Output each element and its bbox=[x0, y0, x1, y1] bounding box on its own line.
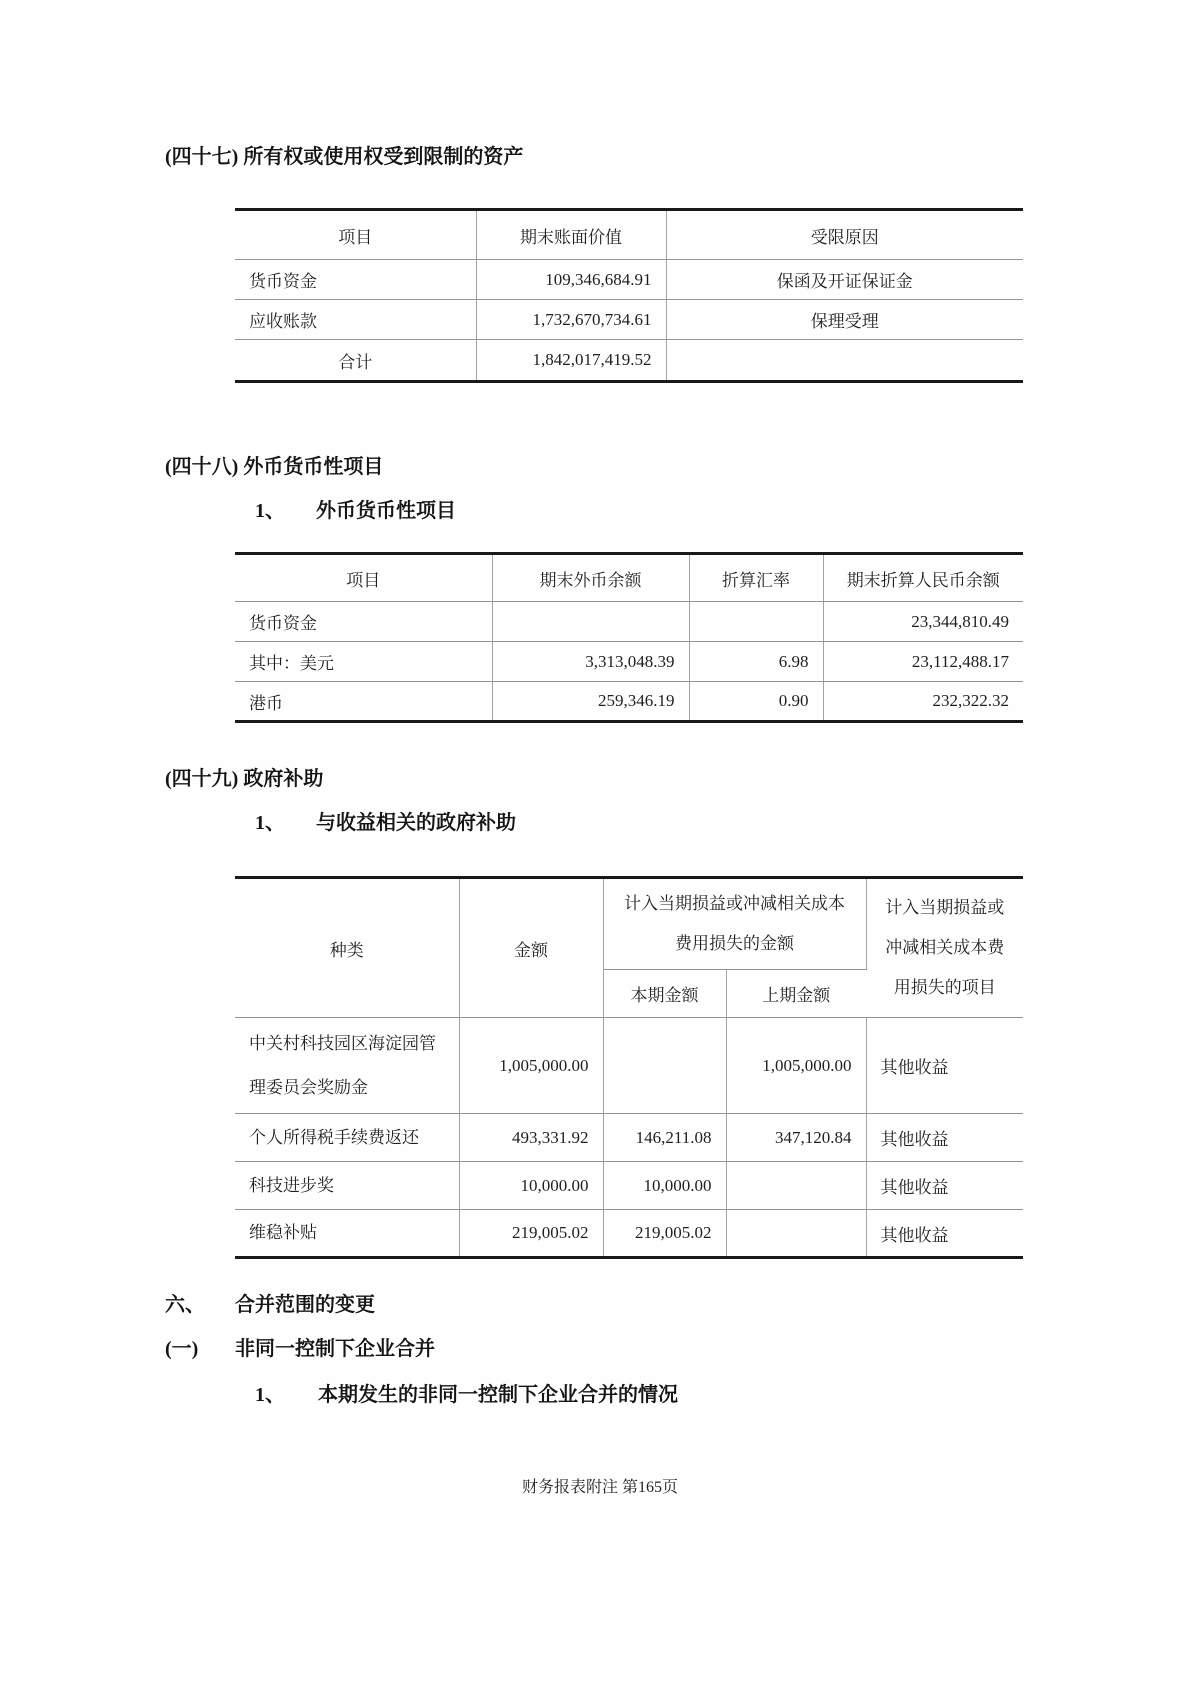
item-cell: 其他收益 bbox=[866, 1162, 1023, 1210]
section-title: 合并范围的变更 bbox=[235, 1294, 375, 1316]
item-cell: 其他收益 bbox=[866, 1210, 1023, 1258]
kind-cell: 维稳补贴 bbox=[235, 1210, 459, 1258]
prior-amount-cell bbox=[726, 1210, 866, 1258]
table-row bbox=[235, 1018, 1023, 1114]
restricted-assets-table bbox=[235, 208, 1023, 383]
column-header-prior: 上期金额 bbox=[726, 970, 866, 1018]
subsection-title: 本期发生的非同一控制下企业合并的情况 bbox=[318, 1384, 678, 1406]
section-6-heading bbox=[165, 1288, 375, 1317]
subsection-title: 非同一控制下企业合并 bbox=[235, 1338, 435, 1360]
reason-cell bbox=[666, 340, 1023, 382]
reason-cell: 保理受理 bbox=[666, 300, 1023, 340]
section-6-sub1-heading bbox=[165, 1332, 435, 1361]
table-row bbox=[235, 1162, 1023, 1210]
column-header: 项目 bbox=[235, 554, 492, 602]
table-row bbox=[235, 1114, 1023, 1162]
item-cell: 其他收益 bbox=[866, 1114, 1023, 1162]
column-header-kind: 种类 bbox=[235, 878, 459, 1018]
total-value-cell: 1,842,017,419.52 bbox=[476, 340, 666, 382]
table-header-row bbox=[235, 210, 1023, 260]
subheading-title: 与收益相关的政府补助 bbox=[316, 812, 516, 834]
current-amount-cell: 10,000.00 bbox=[603, 1162, 726, 1210]
rate-cell: 6.98 bbox=[689, 642, 823, 682]
item-cell: 货币资金 bbox=[235, 260, 476, 300]
column-header: 折算汇率 bbox=[689, 554, 823, 602]
value-cell: 1,732,670,734.61 bbox=[476, 300, 666, 340]
kind-cell: 个人所得税手续费返还 bbox=[235, 1114, 459, 1162]
section-number: 六、 bbox=[165, 1294, 205, 1316]
section-49-subheading bbox=[255, 806, 516, 835]
subsection-number: (一) bbox=[165, 1338, 199, 1360]
rmb-balance-cell: 23,112,488.17 bbox=[823, 642, 1023, 682]
item-cell: 其中：美元 bbox=[235, 642, 492, 682]
table-row bbox=[235, 602, 1023, 642]
table-row bbox=[235, 642, 1023, 682]
current-amount-cell bbox=[603, 1018, 726, 1114]
section-6-sub2-heading bbox=[255, 1378, 678, 1407]
amount-cell: 493,331.92 bbox=[459, 1114, 603, 1162]
table-header-row bbox=[235, 878, 1023, 970]
section-48-heading: (四十八) 外币货币性项目 bbox=[165, 456, 384, 478]
item-cell: 港币 bbox=[235, 682, 492, 722]
table-row bbox=[235, 300, 1023, 340]
kind-cell: 科技进步奖 bbox=[235, 1162, 459, 1210]
column-header-group: 计入当期损益或冲减相关成本费用损失的金额 bbox=[603, 878, 866, 970]
total-label-cell: 合计 bbox=[235, 340, 476, 382]
prior-amount-cell: 347,120.84 bbox=[726, 1114, 866, 1162]
rate-cell: 0.90 bbox=[689, 682, 823, 722]
foreign-balance-cell: 259,346.19 bbox=[492, 682, 689, 722]
column-header: 期末折算人民币余额 bbox=[823, 554, 1023, 602]
subheading-number: 1、 bbox=[255, 812, 285, 834]
item-cell: 其他收益 bbox=[866, 1018, 1023, 1114]
item-cell: 货币资金 bbox=[235, 602, 492, 642]
column-header-current: 本期金额 bbox=[603, 970, 726, 1018]
table-total-row bbox=[235, 340, 1023, 382]
table-header-row bbox=[235, 554, 1023, 602]
kind-cell: 中关村科技园区海淀园管理委员会奖励金 bbox=[235, 1018, 459, 1114]
amount-cell: 219,005.02 bbox=[459, 1210, 603, 1258]
subheading-title: 外币货币性项目 bbox=[316, 500, 456, 522]
amount-cell: 10,000.00 bbox=[459, 1162, 603, 1210]
rmb-balance-cell: 232,322.32 bbox=[823, 682, 1023, 722]
prior-amount-cell: 1,005,000.00 bbox=[726, 1018, 866, 1114]
rate-cell bbox=[689, 602, 823, 642]
column-header: 受限原因 bbox=[666, 210, 1023, 260]
column-header-item: 计入当期损益或冲减相关成本费用损失的项目 bbox=[866, 878, 1023, 1018]
table-row bbox=[235, 1210, 1023, 1258]
current-amount-cell: 219,005.02 bbox=[603, 1210, 726, 1258]
rmb-balance-cell: 23,344,810.49 bbox=[823, 602, 1023, 642]
section-47-heading: (四十七) 所有权或使用权受到限制的资产 bbox=[165, 146, 524, 168]
table-row bbox=[235, 260, 1023, 300]
amount-cell: 1,005,000.00 bbox=[459, 1018, 603, 1114]
column-header: 期末账面价值 bbox=[476, 210, 666, 260]
section-48-subheading bbox=[255, 494, 456, 523]
column-header-amount: 金额 bbox=[459, 878, 603, 1018]
subsection-number: 1、 bbox=[255, 1384, 285, 1406]
item-cell: 应收账款 bbox=[235, 300, 476, 340]
page-footer: 财务报表附注 第165页 bbox=[521, 1479, 678, 1496]
prior-amount-cell bbox=[726, 1162, 866, 1210]
section-49-heading: (四十九) 政府补助 bbox=[165, 768, 324, 790]
government-grants-table bbox=[235, 876, 1023, 1259]
reason-cell: 保函及开证保证金 bbox=[666, 260, 1023, 300]
value-cell: 109,346,684.91 bbox=[476, 260, 666, 300]
foreign-balance-cell: 3,313,048.39 bbox=[492, 642, 689, 682]
table-row bbox=[235, 682, 1023, 722]
subheading-number: 1、 bbox=[255, 500, 285, 522]
column-header: 期末外币余额 bbox=[492, 554, 689, 602]
column-header: 项目 bbox=[235, 210, 476, 260]
foreign-currency-table bbox=[235, 552, 1023, 723]
foreign-balance-cell bbox=[492, 602, 689, 642]
current-amount-cell: 146,211.08 bbox=[603, 1114, 726, 1162]
